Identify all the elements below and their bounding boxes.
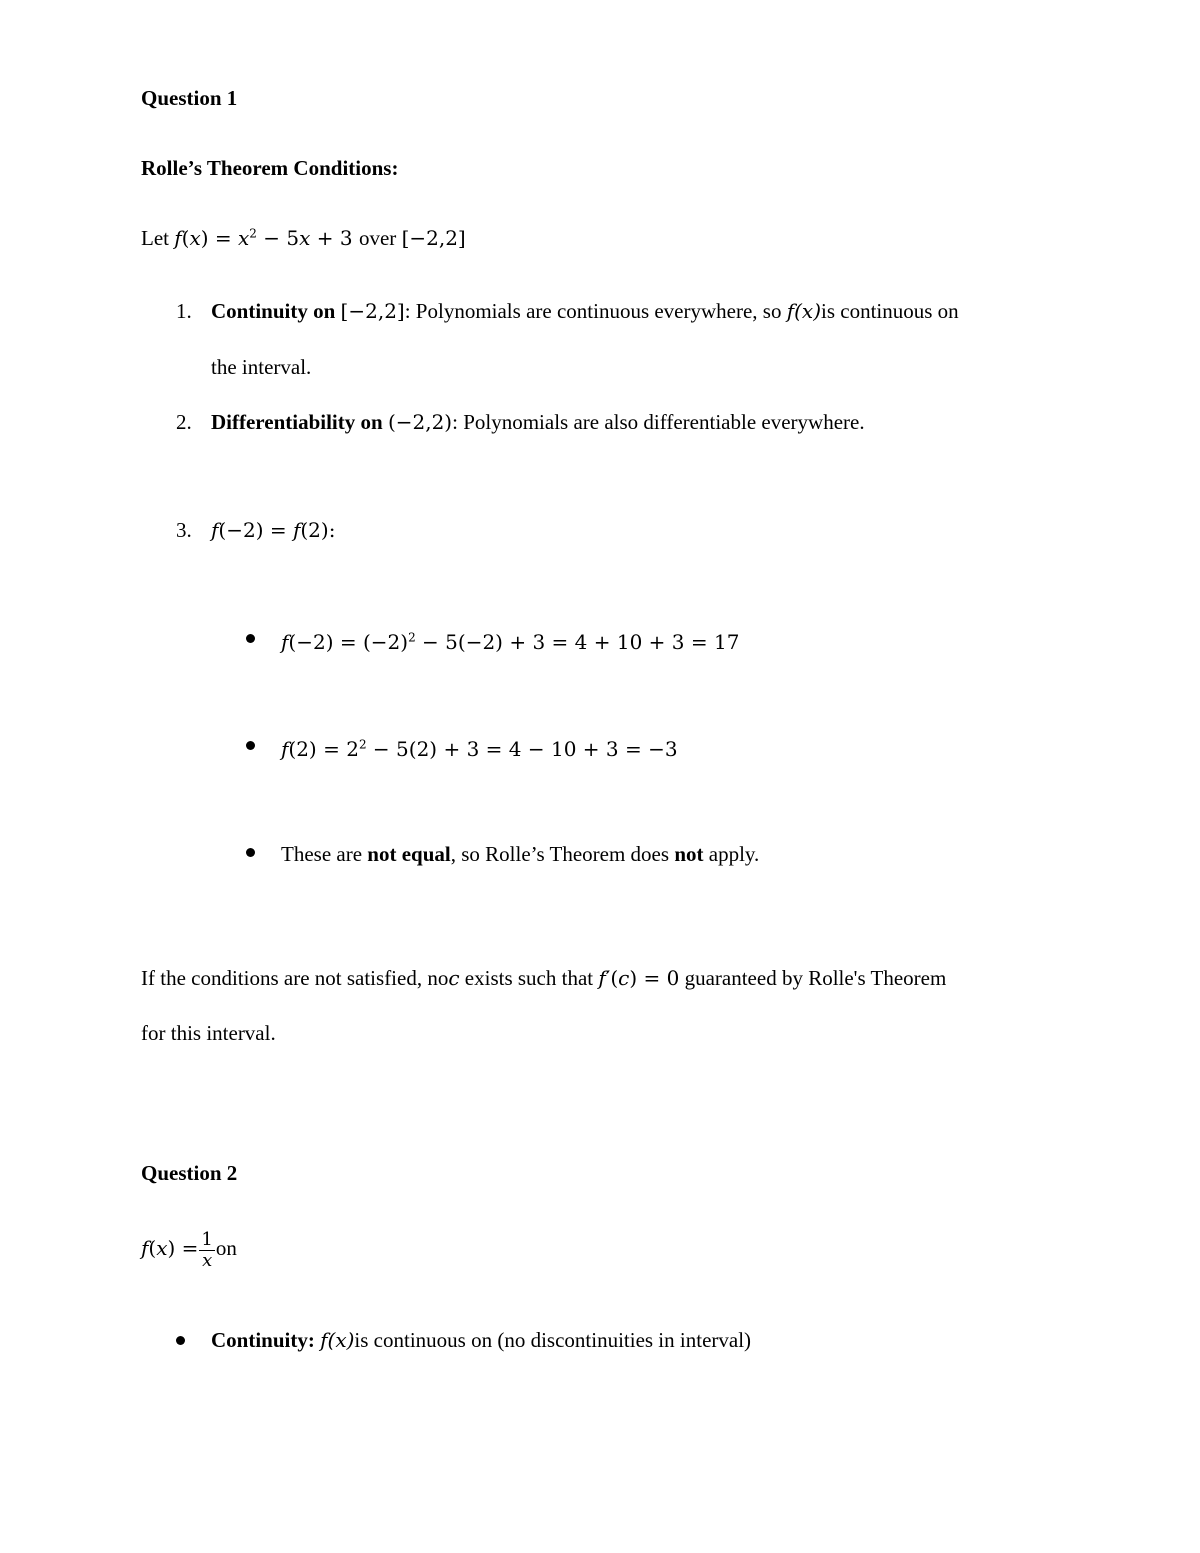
rolles-conditions-heading: Rolle’s Theorem Conditions: bbox=[141, 156, 399, 180]
let-word: Let bbox=[141, 226, 169, 250]
differentiability-label: Differentiability on bbox=[211, 410, 383, 434]
conclusion-c: c bbox=[448, 966, 460, 990]
statement-text: apply. bbox=[703, 842, 760, 866]
conclusion-line-1 bbox=[141, 966, 946, 991]
not-emphasis: not bbox=[674, 842, 704, 866]
list-item-differentiability bbox=[211, 410, 865, 435]
q2-function-definition bbox=[141, 1230, 237, 1271]
continuity-text-continued: the interval. bbox=[211, 355, 312, 379]
continuity-fx: f(x) bbox=[786, 299, 822, 323]
over-word: over bbox=[358, 226, 397, 250]
q2-continuity-item bbox=[211, 1328, 751, 1353]
conclusion-text: guaranteed by Rolle's Theorem bbox=[684, 966, 947, 990]
differentiability-interval: (−2,2) bbox=[387, 410, 453, 434]
q2-continuity-fx: f(x) bbox=[320, 1328, 355, 1352]
bullet-icon bbox=[246, 741, 255, 750]
statement-text: These are bbox=[281, 842, 368, 866]
question-1-heading: Question 1 bbox=[141, 86, 238, 110]
differentiability-text: : Polynomials are also differentiable everywhere. bbox=[452, 410, 865, 434]
fraction-numerator: 1 bbox=[201, 1229, 213, 1250]
continuity-interval: [−2,2] bbox=[340, 299, 405, 323]
conclusion-line-2: for this interval. bbox=[141, 1021, 276, 1045]
conclusion-text: exists such that bbox=[464, 966, 594, 990]
interval-closed: [−2,2] bbox=[401, 226, 466, 250]
equality-condition: f(−2) = f(2): bbox=[211, 518, 336, 542]
fraction-denominator: x bbox=[199, 1250, 214, 1271]
function-expression: $f(x) = x^2 - 5x + 3$ bbox=[174, 226, 359, 250]
function-definition-line bbox=[141, 226, 466, 251]
list-item-number: 3. bbox=[176, 518, 192, 542]
list-item-number: 2. bbox=[176, 410, 192, 434]
fraction bbox=[199, 1230, 214, 1271]
list-item-continuity bbox=[211, 299, 959, 324]
f-minus-2-computation: $f(-2) = (-2)^2 - 5(-2) + 3 = 4 + 10 + 3 = 17$ bbox=[281, 630, 740, 654]
not-equal-emphasis: not equal bbox=[367, 842, 451, 866]
list-item-number: 1. bbox=[176, 299, 192, 323]
continuity-text-b: is continuous on bbox=[821, 299, 959, 323]
f-2-computation: $f(2) = 2^2 - 5(2) + 3 = 4 - 10 + 3 = -3$ bbox=[281, 737, 678, 761]
conclusion-expression: f′(c) = 0 bbox=[598, 966, 680, 990]
question-2-heading: Question 2 bbox=[141, 1161, 238, 1185]
on-word: on bbox=[215, 1236, 237, 1261]
not-equal-statement bbox=[281, 842, 759, 867]
bullet-icon bbox=[246, 848, 255, 857]
bullet-icon bbox=[246, 634, 255, 643]
statement-text: , so Rolle’s Theorem does bbox=[450, 842, 675, 866]
q2-continuity-text: is continuous on (no discontinuities in interval) bbox=[354, 1328, 752, 1352]
continuity-text: : Polynomials are continuous everywhere, so bbox=[404, 299, 782, 323]
continuity-label: Continuity on bbox=[211, 299, 336, 323]
bullet-icon bbox=[176, 1336, 185, 1345]
conclusion-text: If the conditions are not satisfied, no bbox=[141, 966, 449, 990]
q2-function-lhs: f(x) = bbox=[141, 1236, 199, 1261]
q2-continuity-label: Continuity: bbox=[211, 1328, 315, 1352]
